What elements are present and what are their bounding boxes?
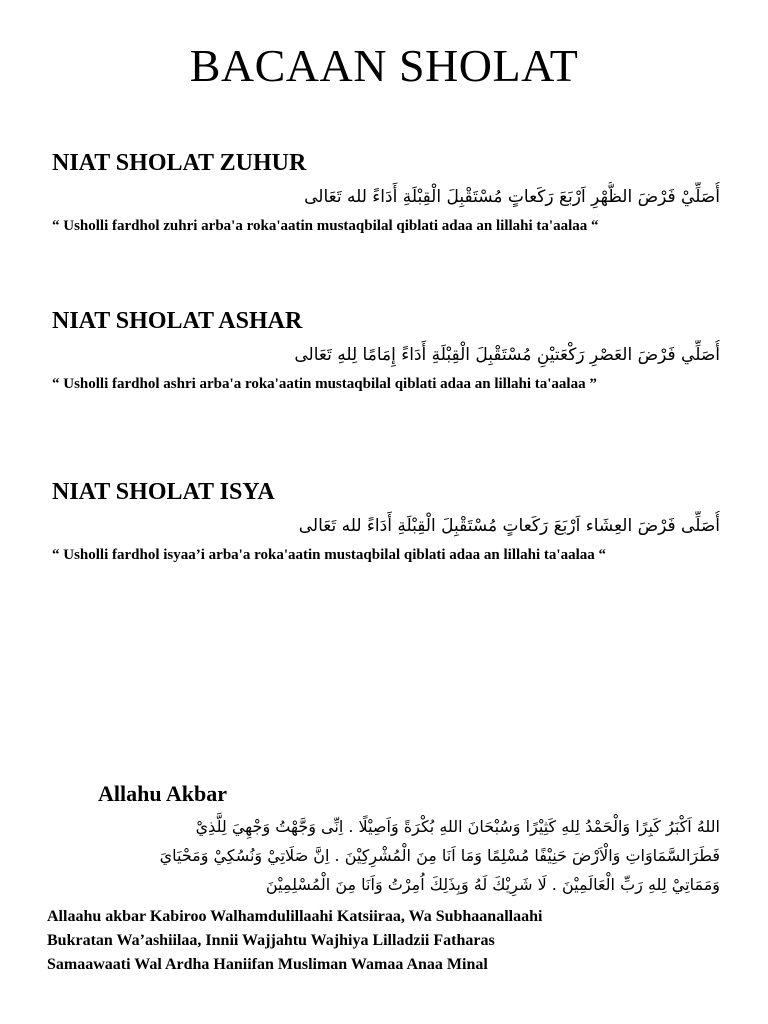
latin-transliteration: “ Usholli fardhol ashri arba'a roka'aatin mustaqbilal qiblati adaa an lillahi ta'aalaa ” xyxy=(52,376,597,392)
arabic-text: أُصَلِّيْ فَرْضَ الظُّهْرِ اَرْبَعَ رَكَعاتٍ مُسْتَقْبِلَ الْقِبْلَةِ أَدَاءً لله تَعَالى xyxy=(304,187,720,207)
latin-line: Samaawaati Wal Ardha Haniifan Musliman Wamaa Anaa Minal xyxy=(47,956,488,973)
section-niat-ashar xyxy=(52,306,720,394)
latin-line: Bukratan Wa’ashiilaa, Innii Wajjahtu Wajhiya Lilladzii Fatharas xyxy=(47,932,495,949)
arabic-text: أُصَلِّى فَرْضَ العِشَاء اَرْبَعَ رَكَعاتٍ مُسْتَقْبِلَ الْقِبْلَةِ أَدَاءً لله تَعَالى xyxy=(298,516,720,536)
arabic-line: اللهُ اَكْبَرُ كَبِرًا وَالْحَمْدُ لِلهِ كَثِيْرًا وَسُبْحَانَ اللهِ بُكْرَةً وَاَصِيْلًا . اِنِّى وَجَّهْتُ وَجْهِيَ لِلَّذِيْ xyxy=(195,817,720,836)
latin-transliteration-block xyxy=(47,905,720,977)
latin-line: Allaahu akbar Kabiroo Walhamdulillaahi Katsiiraa, Wa Subhaanallaahi xyxy=(47,908,543,925)
section-heading: Allahu Akbar xyxy=(98,781,227,806)
arabic-text: أُصَلِّي فَرْضَ العَصْرِ رَكْعَتيْنِ مُسْتَقْبِلَ الْقِبْلَةِ أَدَاءً إِمَامًا لِلهِ تَعَالى xyxy=(294,345,720,365)
section-niat-zuhur xyxy=(52,148,720,236)
section-niat-isya xyxy=(52,477,720,565)
page-title: BACAAN SHOLAT xyxy=(189,40,579,91)
arabic-line: فَطَرَالسَّمَاوَاتِ وَالْاَرْضَ حَنِيْفًا مُسْلِمًا وَمَا اَنَا مِنَ الْمُشْرِكِيْنَ . اِنَّ صَلَاتِيْ وَنُسُكِيْ وَمَحْيَايَ xyxy=(159,846,720,865)
latin-transliteration: “ Usholli fardhol isyaa’i arba'a roka'aatin mustaqbilal qiblati adaa an lillahi ta'aalaa “ xyxy=(52,547,606,563)
section-heading: NIAT SHOLAT ZUHUR xyxy=(52,150,307,176)
latin-transliteration: “ Usholli fardhol zuhri arba'a roka'aatin mustaqbilal qiblati adaa an lillahi ta'aalaa “ xyxy=(52,218,599,234)
section-allahu-akbar xyxy=(47,780,720,977)
arabic-line: وَمَمَاتِيْ لِلهِ رَبِّ الْعَالَمِيْنَ . لَا شَرِيْكَ لَهُ وَبِذَلِكَ اُمِرْتُ وَاَنَا مِنَ الْمُسْلِمِيْنَ xyxy=(265,875,720,894)
arabic-text-block xyxy=(52,812,720,899)
section-heading: NIAT SHOLAT ISYA xyxy=(52,479,275,505)
section-heading: NIAT SHOLAT ASHAR xyxy=(52,308,303,334)
